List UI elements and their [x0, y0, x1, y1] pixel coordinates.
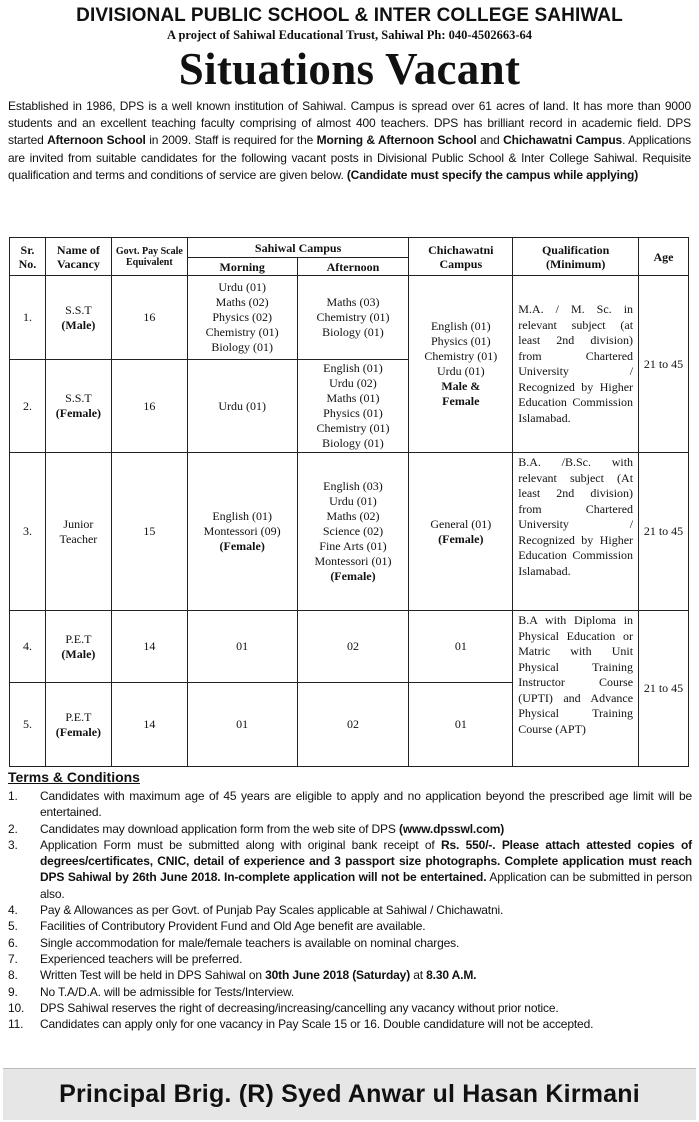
row-afternoon: English (01) Urdu (02) Maths (01) Physics (01) Chemistry (01) Biology (01) [297, 360, 409, 453]
terms-section [8, 768, 692, 1032]
pet-age: 21 to 45 [639, 611, 689, 767]
institution-name: DIVISIONAL PUBLIC SCHOOL & INTER COLLEGE SAHIWAL [76, 5, 623, 26]
list-item: 4. Pay & Allowances as per Govt. of Punjab Pay Scales applicable at Sahiwal / Chichawatni. [8, 903, 504, 918]
list-item: 8. Written Test will be held in DPS Sahiwal on 30th June 2018 (Saturday) at 8.30 A.M. [8, 968, 477, 983]
list-item: 10. DPS Sahiwal reserves the right of decreasing/increasing/cancelling any vacancy without prior notice. [8, 1000, 559, 1015]
row-sr: 5. [10, 683, 46, 767]
row-afternoon: 02 [297, 611, 409, 683]
list-item: 5. Facilities of Contributory Provident Fund and Old Age benefit are available. [8, 919, 426, 934]
row-morning: English (01) Montessori (09) (Female) [187, 453, 297, 611]
terms-heading: Terms & Conditions [8, 769, 140, 785]
row-sr: 4. [10, 611, 46, 683]
header-scale: Govt. Pay Scale Equivalent [111, 238, 187, 276]
row-vacancy: P.E.T (Female) [45, 683, 111, 767]
header-morning: Morning [187, 258, 297, 276]
junior-qualification: B.A. /B.Sc. with relevant subject (At least 2nd division) from Chartered University / Recognized by Higher Education Commission Islamabad. [513, 453, 639, 611]
sst-qualification: M.A. / M. Sc. in relevant subject (at least 2nd division) from Chartered University / Recognized by Higher Education Commission Islamabad. [513, 276, 639, 453]
header-sr: Sr. No. [10, 238, 46, 276]
list-item: 7. Experienced teachers will be preferred. [8, 951, 243, 966]
row-morning: Urdu (01) Maths (02) Physics (02) Chemistry (01) Biology (01) [187, 276, 297, 360]
row-afternoon: 02 [297, 683, 409, 767]
sst-chichawatni: English (01) Physics (01) Chemistry (01) Urdu (01) Male & Female [409, 276, 513, 453]
row-chichawatni: 01 [409, 611, 513, 683]
row-vacancy: S.S.T (Female) [45, 360, 111, 453]
sst-age: 21 to 45 [639, 276, 689, 453]
row-scale: 14 [111, 683, 187, 767]
table-row [10, 453, 689, 611]
headline: Situations Vacant [178, 44, 521, 94]
list-item: 6. Single accommodation for male/female teachers is available on nominal charges. [8, 935, 460, 950]
signatory-name: Principal Brig. (R) Syed Anwar ul Hasan Kirmani [59, 1080, 640, 1108]
row-vacancy: S.S.T (Male) [45, 276, 111, 360]
row-vacancy: P.E.T (Male) [45, 611, 111, 683]
pet-qualification: B.A with Diploma in Physical Education or Matric with Unit Physical Training Instructor Course (UPTI) and Advance Physical Training Course (APT) [513, 611, 639, 767]
row-chichawatni: General (01) (Female) [409, 453, 513, 611]
intro-paragraph: Established in 1986, DPS is a well known institution of Sahiwal. Campus is spread over 61 acres of land. It has more than 9000 students and an excellent teaching faculty comprising of almost 400 teachers. DPS has brilliant record in academic field. DPS started Afternoon School in 2009. Staff is required for the Morning & Afternoon School and Chichawatni Campus. Applications are invited from suitable candidates for the following vacant posts in Divisional Public School & Inter College Sahiwal. Requisite qualification and terms and conditions of service are given below. (Candidate must specify the campus while applying) [8, 99, 692, 182]
row-sr: 1. [10, 276, 46, 360]
list-item: 3. Application Form must be submitted along with original bank receipt of Rs. 550/-. Please attach attested copies of degrees/certificates, CNIC, detail of experience and 3 passport size photographs. Complete application must reach DPS Sahiwal by 26th June 2018. In-complete application will not be entertained. Application can be submitted in person also. [8, 837, 693, 901]
table-row [10, 276, 689, 360]
row-morning: Urdu (01) [187, 360, 297, 453]
vacancy-table [9, 237, 689, 767]
list-item: 11. Candidates can apply only for one vacancy in Pay Scale 15 or 16. Double candidature will not be accepted. [8, 1017, 594, 1032]
row-morning: 01 [187, 683, 297, 767]
row-chichawatni: 01 [409, 683, 513, 767]
row-scale: 16 [111, 360, 187, 453]
row-scale: 15 [111, 453, 187, 611]
row-sr: 3. [10, 453, 46, 611]
list-item: 2. Candidates may download application form from the web site of DPS (www.dpsswl.com) [8, 821, 505, 836]
junior-age: 21 to 45 [639, 453, 689, 611]
row-morning: 01 [187, 611, 297, 683]
table-row [10, 611, 689, 683]
header-sahiwal-campus: Sahiwal Campus [187, 238, 409, 258]
signatory-banner [3, 1068, 696, 1120]
list-item: 9. No T.A/D.A. will be admissible for Tests/Interview. [8, 984, 295, 999]
header-afternoon: Afternoon [297, 258, 409, 276]
row-afternoon: English (03) Urdu (01) Maths (02) Science (02) Fine Arts (01) Montessori (01) (Female) [297, 453, 409, 611]
header-name: Name of Vacancy [45, 238, 111, 276]
header-qualification: Qualification (Minimum) [513, 238, 639, 276]
terms-list [8, 788, 692, 1032]
list-item: 1. Candidates with maximum age of 45 years are eligible to apply and no application beyond the prescribed age limit will be entertained. [8, 789, 692, 820]
row-scale: 16 [111, 276, 187, 360]
row-scale: 14 [111, 611, 187, 683]
header-chichawatni-campus: Chichawatni Campus [409, 238, 513, 276]
project-line: A project of Sahiwal Educational Trust, Sahiwal Ph: 040-4502663-64 [167, 28, 532, 42]
row-vacancy: Junior Teacher [45, 453, 111, 611]
row-afternoon: Maths (03) Chemistry (01) Biology (01) [297, 276, 409, 360]
row-sr: 2. [10, 360, 46, 453]
header-age: Age [639, 238, 689, 276]
